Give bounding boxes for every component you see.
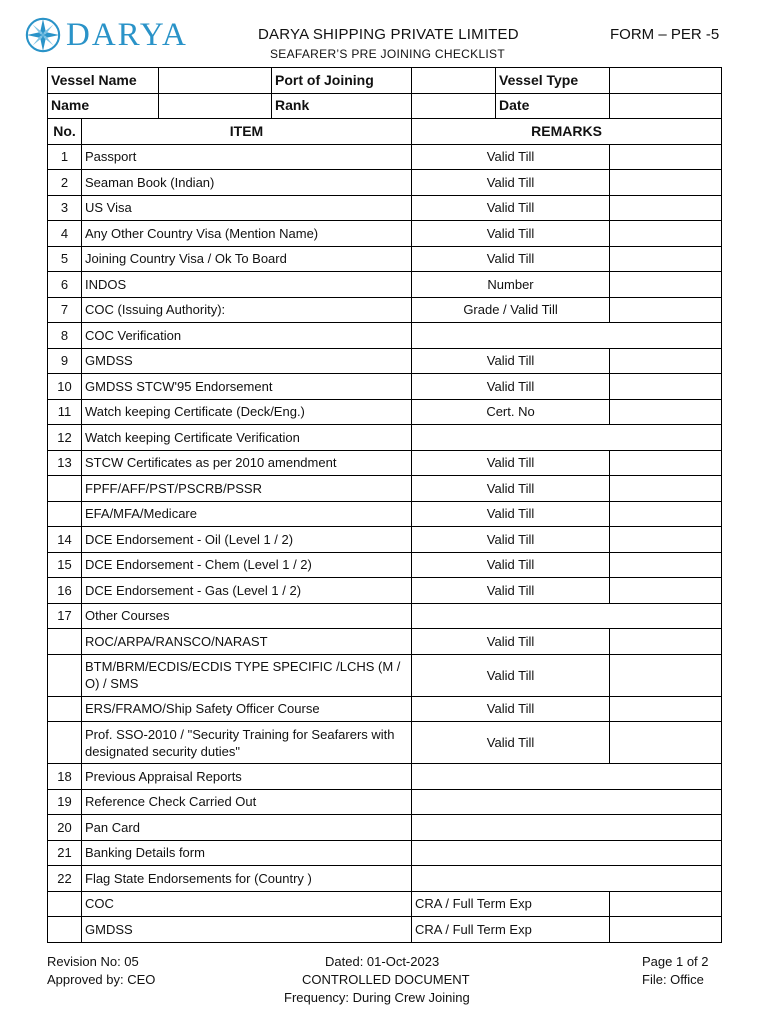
row-remark-value[interactable] (610, 917, 722, 943)
checklist-table (47, 67, 722, 943)
row-item: Seaman Book (Indian) (82, 170, 412, 196)
row-number (48, 476, 82, 502)
row-number: 17 (48, 603, 82, 629)
row-remark-value[interactable] (610, 195, 722, 221)
row-number (48, 629, 82, 655)
checklist-row (48, 603, 722, 629)
row-item: Joining Country Visa / Ok To Board (82, 246, 412, 272)
row-number: 15 (48, 552, 82, 578)
row-item: Previous Appraisal Reports (82, 764, 412, 790)
row-item: Passport (82, 144, 412, 170)
row-number: 10 (48, 374, 82, 400)
port-of-joining-label: Port of Joining (272, 68, 412, 94)
row-item: GMDSS (82, 348, 412, 374)
checklist-row (48, 654, 722, 696)
row-remark-value[interactable] (610, 348, 722, 374)
row-number: 11 (48, 399, 82, 425)
row-number: 6 (48, 272, 82, 298)
row-remark-value[interactable] (412, 815, 722, 841)
row-number: 13 (48, 450, 82, 476)
checklist-row (48, 917, 722, 943)
checklist-row (48, 297, 722, 323)
checklist-row (48, 527, 722, 553)
checklist-row (48, 764, 722, 790)
company-logo (24, 16, 188, 54)
row-remark-label: Valid Till (412, 195, 610, 221)
row-remark-label: Valid Till (412, 476, 610, 502)
dated: Dated: 01-Oct-2023 (325, 954, 440, 969)
row-remark-value[interactable] (610, 552, 722, 578)
checklist-row (48, 578, 722, 604)
row-item: Prof. SSO-2010 / "Security Training for Seafarers with designated security duties" (82, 722, 412, 764)
row-item: GMDSS STCW'95 Endorsement (82, 374, 412, 400)
row-remark-value[interactable] (610, 450, 722, 476)
row-remark-value[interactable] (610, 399, 722, 425)
checklist-row (48, 221, 722, 247)
row-remark-value[interactable] (610, 722, 722, 764)
row-item: DCE Endorsement - Chem (Level 1 / 2) (82, 552, 412, 578)
rank-label: Rank (272, 93, 412, 119)
row-number (48, 696, 82, 722)
checklist-row (48, 195, 722, 221)
row-item: INDOS (82, 272, 412, 298)
compass-rose-icon (24, 16, 62, 54)
row-remark-value[interactable] (610, 654, 722, 696)
row-number: 2 (48, 170, 82, 196)
checklist-row (48, 891, 722, 917)
checklist-row (48, 348, 722, 374)
row-remark-label: Valid Till (412, 246, 610, 272)
file-location: File: Office (642, 972, 704, 987)
row-item: COC (Issuing Authority): (82, 297, 412, 323)
checklist-row (48, 246, 722, 272)
page-number: Page 1 of 2 (642, 954, 709, 969)
column-header-row (48, 119, 722, 145)
date-label: Date (496, 93, 610, 119)
revision-number: Revision No: 05 (47, 954, 139, 969)
row-remark-label: Valid Till (412, 501, 610, 527)
row-remark-label: CRA / Full Term Exp (412, 917, 610, 943)
row-remark-label: Cert. No (412, 399, 610, 425)
row-remark-value[interactable] (610, 527, 722, 553)
checklist-row (48, 840, 722, 866)
row-remark-label: Valid Till (412, 578, 610, 604)
row-remark-label: Valid Till (412, 221, 610, 247)
row-item: DCE Endorsement - Oil (Level 1 / 2) (82, 527, 412, 553)
row-number (48, 722, 82, 764)
row-number: 20 (48, 815, 82, 841)
row-remark-value[interactable] (610, 476, 722, 502)
row-item: Banking Details form (82, 840, 412, 866)
row-number (48, 501, 82, 527)
logo-text: DARYA (66, 17, 188, 53)
row-number: 1 (48, 144, 82, 170)
row-item: Pan Card (82, 815, 412, 841)
row-remark-value[interactable] (610, 297, 722, 323)
row-remark-label: Number (412, 272, 610, 298)
row-item: Watch keeping Certificate (Deck/Eng.) (82, 399, 412, 425)
name-label: Name (48, 93, 159, 119)
row-item: ERS/FRAMO/Ship Safety Officer Course (82, 696, 412, 722)
name-field[interactable] (159, 93, 272, 119)
row-number: 16 (48, 578, 82, 604)
approved-by: Approved by: CEO (47, 972, 156, 987)
row-remark-label: Valid Till (412, 629, 610, 655)
checklist-row (48, 144, 722, 170)
row-remark-value[interactable] (610, 170, 722, 196)
vessel-type-label: Vessel Type (496, 68, 610, 94)
checklist-row (48, 272, 722, 298)
row-remark-value[interactable] (610, 578, 722, 604)
row-remark-label: Valid Till (412, 722, 610, 764)
row-number: 8 (48, 323, 82, 349)
row-remark-label: Valid Till (412, 374, 610, 400)
checklist-row (48, 815, 722, 841)
row-remark-label: CRA / Full Term Exp (412, 891, 610, 917)
row-remark-label: Valid Till (412, 654, 610, 696)
row-item: US Visa (82, 195, 412, 221)
checklist-row (48, 323, 722, 349)
row-remark-label: Valid Till (412, 696, 610, 722)
document-header (0, 0, 768, 66)
document-subtitle: SEAFARER’S PRE JOINING CHECKLIST (270, 47, 505, 61)
checklist-row (48, 789, 722, 815)
row-number: 5 (48, 246, 82, 272)
row-remark-value[interactable] (610, 629, 722, 655)
row-item: Any Other Country Visa (Mention Name) (82, 221, 412, 247)
row-number (48, 654, 82, 696)
checklist-row (48, 425, 722, 451)
checklist-row (48, 374, 722, 400)
checklist-row (48, 476, 722, 502)
column-header-remarks: REMARKS (412, 119, 722, 145)
row-remark-value[interactable] (610, 246, 722, 272)
row-number (48, 917, 82, 943)
row-number: 22 (48, 866, 82, 892)
row-item: GMDSS (82, 917, 412, 943)
form-number: FORM – PER -5 (610, 26, 720, 43)
vessel-type-field[interactable] (610, 68, 722, 94)
port-of-joining-field[interactable] (412, 68, 496, 94)
info-row-name (48, 93, 722, 119)
row-remark-value[interactable] (412, 840, 722, 866)
row-remark-value[interactable] (610, 696, 722, 722)
row-number: 12 (48, 425, 82, 451)
row-item: Reference Check Carried Out (82, 789, 412, 815)
row-remark-value[interactable] (610, 144, 722, 170)
row-number: 7 (48, 297, 82, 323)
checklist-row (48, 501, 722, 527)
checklist-row (48, 722, 722, 764)
date-field[interactable] (610, 93, 722, 119)
row-remark-value[interactable] (412, 866, 722, 892)
row-remark-value[interactable] (610, 501, 722, 527)
column-header-no: No. (48, 119, 82, 145)
row-number: 19 (48, 789, 82, 815)
row-number: 9 (48, 348, 82, 374)
row-item: DCE Endorsement - Gas (Level 1 / 2) (82, 578, 412, 604)
row-remark-value[interactable] (610, 374, 722, 400)
row-remark-value[interactable] (610, 272, 722, 298)
row-remark-value[interactable] (412, 764, 722, 790)
row-item: COC Verification (82, 323, 412, 349)
row-remark-label: Valid Till (412, 348, 610, 374)
row-remark-label: Valid Till (412, 527, 610, 553)
checklist-row (48, 450, 722, 476)
row-remark-value[interactable] (412, 603, 722, 629)
checklist-row (48, 399, 722, 425)
row-remark-value[interactable] (610, 891, 722, 917)
row-remark-label: Valid Till (412, 170, 610, 196)
row-item: STCW Certificates as per 2010 amendment (82, 450, 412, 476)
row-remark-value[interactable] (412, 425, 722, 451)
row-remark-value[interactable] (412, 789, 722, 815)
row-item: EFA/MFA/Medicare (82, 501, 412, 527)
column-header-item: ITEM (82, 119, 412, 145)
row-item: BTM/BRM/ECDIS/ECDIS TYPE SPECIFIC /LCHS (M / O) / SMS (82, 654, 412, 696)
row-number: 4 (48, 221, 82, 247)
row-remark-label: Grade / Valid Till (412, 297, 610, 323)
vessel-name-label: Vessel Name (48, 68, 159, 94)
info-row-vessel (48, 68, 722, 94)
row-item: FPFF/AFF/PST/PSCRB/PSSR (82, 476, 412, 502)
frequency: Frequency: During Crew Joining (284, 990, 470, 1005)
row-item: COC (82, 891, 412, 917)
company-name: DARYA SHIPPING PRIVATE LIMITED (258, 26, 519, 43)
checklist-row (48, 552, 722, 578)
row-remark-label: Valid Till (412, 552, 610, 578)
row-number: 21 (48, 840, 82, 866)
row-remark-label: Valid Till (412, 450, 610, 476)
vessel-name-field[interactable] (159, 68, 272, 94)
checklist-row (48, 170, 722, 196)
row-number: 18 (48, 764, 82, 790)
row-item: ROC/ARPA/RANSCO/NARAST (82, 629, 412, 655)
row-item: Other Courses (82, 603, 412, 629)
row-item: Flag State Endorsements for (Country ) (82, 866, 412, 892)
row-remark-label: Valid Till (412, 144, 610, 170)
rank-field[interactable] (412, 93, 496, 119)
checklist-row (48, 866, 722, 892)
row-item: Watch keeping Certificate Verification (82, 425, 412, 451)
checklist-row (48, 629, 722, 655)
row-remark-value[interactable] (610, 221, 722, 247)
row-number (48, 891, 82, 917)
row-number: 14 (48, 527, 82, 553)
controlled-document: CONTROLLED DOCUMENT (302, 972, 470, 987)
checklist-row (48, 696, 722, 722)
row-number: 3 (48, 195, 82, 221)
row-remark-value[interactable] (412, 323, 722, 349)
